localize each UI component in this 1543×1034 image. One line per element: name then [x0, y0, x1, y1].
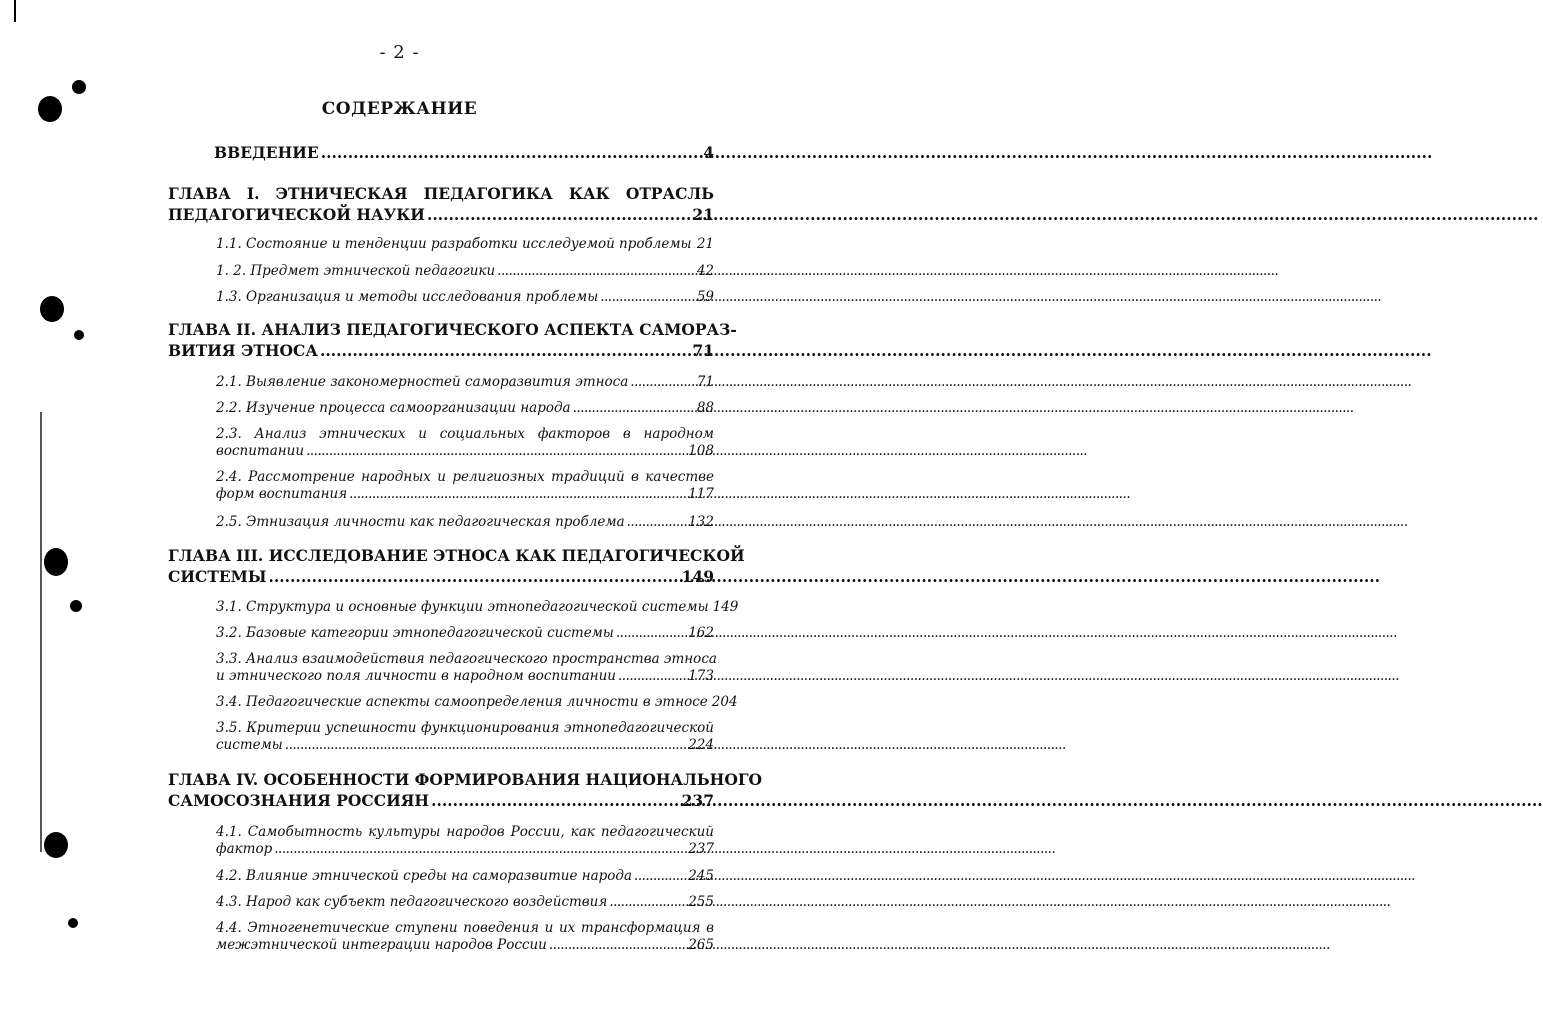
toc-chapter-2[interactable]: [168, 319, 737, 361]
section-title: 2.5. Этнизация личности как педагогическая проблема: [216, 514, 625, 530]
toc-section-4-2[interactable]: [216, 868, 714, 885]
section-title-line2: и этнического поля личности в народном воспитании: [216, 668, 617, 684]
toc-section-4-4[interactable]: [216, 920, 714, 954]
section-page: 162: [688, 625, 714, 641]
section-title: 2.1. Выявление закономерностей саморазвития этноса: [216, 374, 629, 390]
dot-leader: [497, 263, 695, 280]
chapter-4-heading-line1: ГЛАВА IV. ОСОБЕННОСТИ ФОРМИРОВАНИЯ НАЦИОНАЛЬНОГО: [168, 770, 763, 789]
section-page: 88: [696, 400, 714, 416]
dot-leader: [573, 400, 695, 417]
chapter-2-heading-line2: ВИТИЯ ЭТНОСА: [168, 341, 318, 360]
section-page: 149: [712, 599, 739, 615]
scan-mark: [74, 330, 84, 340]
section-title-line1: 2.3. Анализ этнических и социальных факторов в народном: [216, 426, 714, 442]
dot-leader: [634, 868, 686, 885]
toc-section-2-2[interactable]: [216, 400, 714, 417]
section-title: 3.1. Структура и основные функции этнопедагогической системы: [216, 599, 709, 615]
binder-hole-mark: [44, 548, 68, 576]
toc-intro-page: 4: [703, 143, 714, 162]
dot-leader: [320, 340, 690, 361]
scan-edge-line: [14, 0, 16, 22]
dot-leader: [616, 625, 686, 642]
section-title-line1: 2.4. Рассмотрение народных и религиозных традиций в качестве: [216, 469, 714, 485]
chapter-1-heading-line1: ГЛАВА I. ЭТНИЧЕСКАЯ ПЕДАГОГИКА КАК ОТРАСЛЬ: [168, 184, 714, 203]
dot-leader: [549, 937, 686, 954]
section-title-line2: межэтнической интеграции народов России: [216, 937, 547, 953]
chapter-4-heading-line2: САМОСОЗНАНИЯ РОССИЯН: [168, 791, 430, 810]
section-page: 224: [688, 737, 714, 753]
toc-section-2-5[interactable]: [216, 514, 714, 531]
section-page: 59: [696, 289, 714, 305]
dot-leader: [306, 443, 686, 460]
toc-section-3-2[interactable]: [216, 625, 714, 642]
section-title: 3.2. Базовые категории этнопедагогической системы: [216, 625, 614, 641]
toc-section-4-3[interactable]: [216, 894, 714, 911]
section-title-line1: 3.3. Анализ взаимодействия педагогического пространства этноса: [216, 651, 717, 667]
binder-hole-mark: [40, 296, 64, 322]
section-page: 255: [688, 894, 714, 910]
section-title: 2.2. Изучение процесса самоорганизации народа: [216, 400, 571, 416]
toc-section-1-3[interactable]: [216, 289, 714, 306]
page-number: - 2 -: [379, 42, 420, 63]
toc-chapter-3[interactable]: [168, 545, 745, 587]
dot-leader: [609, 894, 686, 911]
section-title-line1: 4.1. Самобытность культуры народов России, как педагогический: [216, 824, 714, 840]
toc-section-2-4[interactable]: [216, 469, 714, 503]
toc-section-4-1[interactable]: [216, 824, 714, 858]
chapter-2-page: 71: [692, 341, 714, 360]
chapter-3-heading-line1: ГЛАВА III. ИССЛЕДОВАНИЕ ЭТНОСА КАК ПЕДАГОГИЧЕСКОЙ: [168, 546, 745, 565]
section-title: 4.3. Народ как субъект педагогического воздействия: [216, 894, 608, 910]
dot-leader: [274, 841, 686, 858]
toc-section-3-1[interactable]: [216, 599, 739, 616]
toc-section-1-1[interactable]: [216, 236, 714, 253]
chapter-1-heading-line2: ПЕДАГОГИЧЕСКОЙ НАУКИ: [168, 205, 425, 224]
section-page: 71: [696, 374, 714, 390]
section-page: 132: [688, 514, 714, 530]
section-page: 108: [688, 443, 714, 459]
dot-leader: [349, 486, 686, 503]
section-page: 237: [688, 841, 714, 857]
section-title-line1: 3.5. Критерии успешности функционирования этнопедагогической: [216, 720, 714, 736]
chapter-3-page: 149: [681, 567, 714, 586]
dot-leader: [618, 668, 686, 685]
section-title: 4.2. Влияние этнической среды на саморазвитие народа: [216, 868, 633, 884]
dot-leader: [321, 143, 701, 162]
dot-leader: [268, 566, 679, 587]
toc-section-2-3[interactable]: [216, 426, 714, 460]
section-title-line2: системы: [216, 737, 283, 753]
section-title: 3.4. Педагогические аспекты самоопределения личности в этносе: [216, 694, 708, 710]
section-page: 204: [711, 694, 738, 710]
chapter-4-page: 237: [681, 791, 714, 810]
section-page: 117: [688, 486, 714, 502]
scan-mark: [72, 80, 86, 94]
toc-section-3-4[interactable]: [216, 694, 738, 711]
section-title: 1.3. Организация и методы исследования проблемы: [216, 289, 599, 305]
section-title: 1.1. Состояние и тенденции разработки исследуемой проблемы: [216, 236, 692, 252]
section-page: 21: [696, 236, 714, 252]
section-title-line2: фактор: [216, 841, 273, 857]
binder-hole-mark: [44, 832, 68, 858]
section-page: 265: [688, 937, 714, 953]
dot-leader: [427, 204, 690, 225]
section-page: 173: [688, 668, 714, 684]
toc-intro[interactable]: [214, 143, 714, 162]
toc-section-1-2[interactable]: [216, 263, 714, 280]
section-title-line2: воспитании: [216, 443, 305, 459]
section-page: 245: [688, 868, 714, 884]
toc-section-3-5[interactable]: [216, 720, 714, 754]
toc-intro-title: ВВЕДЕНИЕ: [214, 143, 319, 162]
scan-mark: [68, 918, 78, 928]
toc-chapter-4[interactable]: [168, 769, 763, 811]
section-title: 1. 2. Предмет этнической педагогики: [216, 263, 496, 279]
chapter-3-heading-line2: СИСТЕМЫ: [168, 567, 267, 586]
dot-leader: [285, 737, 686, 754]
toc-chapter-1[interactable]: [168, 183, 714, 225]
section-title-line2: форм воспитания: [216, 486, 348, 502]
chapter-2-heading-line1: ГЛАВА II. АНАЛИЗ ПЕДАГОГИЧЕСКОГО АСПЕКТА САМОРАЗ-: [168, 320, 737, 339]
scan-edge-line: [40, 412, 42, 852]
dot-leader: [431, 790, 680, 811]
dot-leader: [627, 514, 687, 531]
dot-leader: [694, 236, 695, 253]
toc-section-3-3[interactable]: [216, 651, 717, 685]
chapter-1-page: 21: [692, 205, 714, 224]
toc-title: СОДЕРЖАНИЕ: [321, 99, 478, 119]
section-page: 42: [696, 263, 714, 279]
section-title-line1: 4.4. Этногенетические ступени поведения и их трансформация в: [216, 920, 714, 936]
toc-section-2-1[interactable]: [216, 374, 714, 391]
dot-leader: [600, 289, 695, 306]
scan-mark: [70, 600, 82, 612]
dot-leader: [630, 374, 695, 391]
